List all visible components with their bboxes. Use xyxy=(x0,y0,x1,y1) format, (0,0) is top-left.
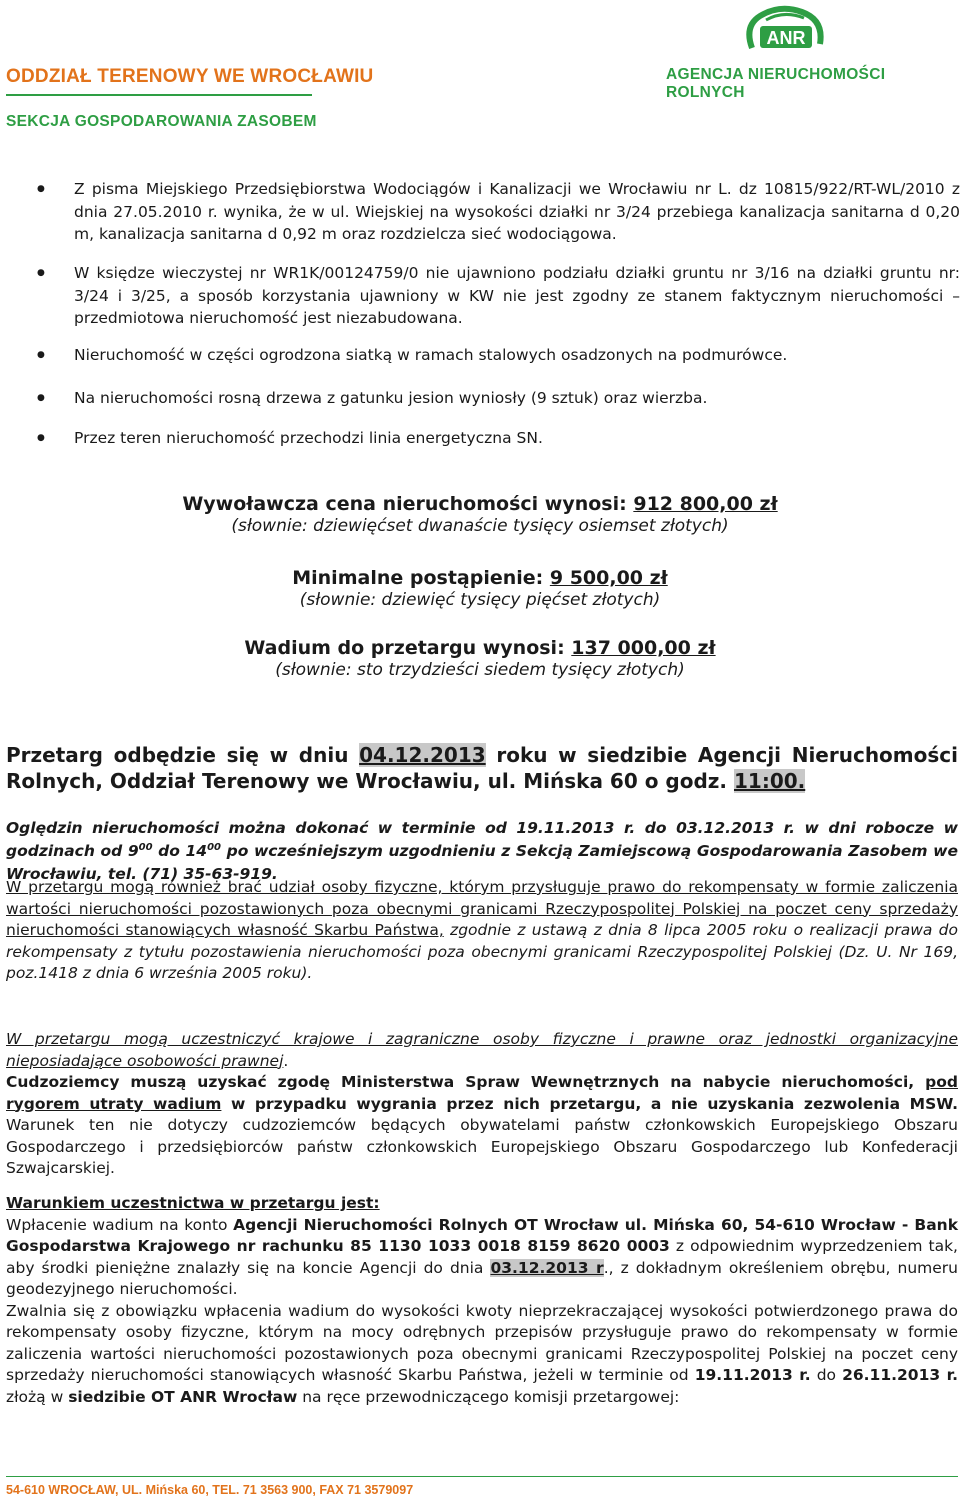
list-item xyxy=(37,344,960,367)
starting-price-words: (słownie: dziewięćset dwanaście tysięcy osiemset złotych) xyxy=(231,516,729,536)
minimum-increment: Minimalne postąpienie: 9 500,00 zł (słownie: dziewięć tysięcy pięćset złotych) xyxy=(0,567,960,610)
footer-address: 54-610 WROCŁAW, UL. Mińska 60, TEL. 71 3563 900, FAX 71 3579097 xyxy=(6,1483,414,1497)
bullet-icon: ● xyxy=(37,393,45,403)
header-branch xyxy=(6,66,373,131)
logo-text: ANR xyxy=(766,28,806,48)
list-item-text: Nieruchomość w części ogrodzona siatką w ramach stalowych osadzonych na podmurówce. xyxy=(74,346,788,364)
deposit-deadline: 03.12.2013 r xyxy=(490,1258,604,1277)
list-item-text: W księdze wieczystej nr WR1K/00124759/0 nie ujawniono podziału działki gruntu nr 3/16 na działki gruntu nr: 3/24 i 3/25, a sposób korzystania ujawniony w KW nie jest zgodny ze stanem faktycznym nieruchomości – przedmiotowa nieruchomość jest niezabudowana. xyxy=(74,264,960,327)
conditions-paragraph: Warunkiem uczestnictwa w przetargu jest: Wpłacenie wadium na konto Agencji Nieruchomości Rolnych OT Wrocław ul. Mińska 60, 54-610 Wrocław - Bank Gospodarstwa Krajowego nr rachunku 85 1130 1033 0018 8159 8620 0003 z odpowiednim wyprzedzeniem tak, aby środki pieniężne znalazły się na koncie Agencji do dnia 03.12.2013 r., z dokładnym określeniem obrębu, numeru geodezyjnego nieruchomości. Zwalnia się z obowiązku wpłacenia wadium do wysokości kwoty nieprzekraczającej wysokości potwierdzonego prawa do rekompensaty osoby fizyczne, którym na mocy odrębnych przepisów przysługuje prawo do rekompensaty w formie zaliczenia wartości nieruchomości pozostawionych poza obecnymi granicami Rzeczypospolitej Polskiej na poczet ceny sprzedaży nieruchomości stanowiących własność Skarbu Państwa, jeżeli w terminie od 19.11.2013 r. do 26.11.2013 r. złożą w siedzibie OT ANR Wrocław na ręce przewodniczącego komisji przetargowej: xyxy=(6,1194,959,1406)
list-item-text: Przez teren nieruchomość przechodzi linia energetyczna SN. xyxy=(74,429,543,447)
anr-logo xyxy=(740,4,830,54)
bullet-icon: ● xyxy=(37,350,45,360)
deposit: Wadium do przetargu wynosi: 137 000,00 zł (słownie: sto trzydzieści siedem tysięcy złotych) xyxy=(0,637,960,680)
header-divider xyxy=(6,94,312,96)
bullet-icon: ● xyxy=(37,184,45,194)
minimum-increment-value: 9 500,00 zł xyxy=(549,567,668,589)
agency-name: AGENCJA NIERUCHOMOŚCI ROLNYCH xyxy=(666,66,886,101)
branch-title: ODDZIAŁ TERENOWY WE WROCŁAWIU xyxy=(6,66,374,87)
deposit-value: 137 000,00 zł xyxy=(571,637,716,659)
starting-price: Wywoławcza cena nieruchomości wynosi: 912 800,00 zł (słownie: dziewięćset dwanaście tysięcy osiemset złotych) xyxy=(0,493,960,536)
list-item-text: Z pisma Miejskiego Przedsiębiorstwa Wodociągów i Kanalizacji we Wrocławiu nr L. dz 10815/922/RT-WL/2010 z dnia 27.05.2010 r. wynika, że w ul. Wiejskiej na wysokości działki nr 3/24 przebiega kanalizacja sanitarna d 0,20 m, kanalizacja sanitarna d 0,92 m oraz rozdzielcza sieć wodociągowa. xyxy=(74,180,960,243)
conditions-heading: Warunkiem uczestnictwa w przetargu jest: xyxy=(6,1194,380,1212)
bullet-icon: ● xyxy=(37,433,45,443)
foreigners-paragraph: W przetargu mogą uczestniczyć krajowe i zagraniczne osoby fizyczne i prawne oraz jednostki organizacyjne nieposiadające osobowości prawnej. Cudzoziemcy muszą uzyskać zgodę Ministerstwa Spraw Wewnętrznych na nabycie nieruchomości, pod rygorem utraty wadium w przypadku wygrania przez nich przetargu, a nie uzyskania zezwolenia MSW. Warunek ten nie dotyczy cudzoziemców będących obywatelami państw członkowskich Europejskiego Obszaru Gospodarczego i przedsiębiorców państw członkowskich Europejskiego Obszaru Gospodarczego lub Konfederacji Szwajcarskiej. xyxy=(6,1030,958,1177)
inspection-paragraph: Oględzin nieruchomości można dokonać w terminie od 19.11.2013 r. do 03.12.2013 r. w dni robocze w godzinach od $9^{00}$ do $14^{00}$ po wcześniejszym uzgodnieniu z Sekcją Zamiejscową Gospodarowania Zasobem we Wrocławiu, tel. (71) 35-63-919. xyxy=(6,819,959,883)
footer-divider xyxy=(6,1476,958,1477)
section-title: SEKCJA GOSPODAROWANIA ZASOBEM xyxy=(6,113,317,130)
minimum-increment-words: (słownie: dziewięć tysięcy pięćset złotych) xyxy=(299,590,661,610)
list-item xyxy=(37,262,960,330)
list-item xyxy=(37,178,960,246)
eligibility-paragraph: W przetargu mogą również brać udział osoby fizyczne, którym przysługuje prawo do rekompensaty w formie zaliczenia wartości nieruchomości pozostawionych poza obecnymi granicami Rzeczypospolitej Polskiej na poczet ceny sprzedaży nieruchomości stanowiących własność Skarbu Państwa, zgodnie z ustawą z dnia 8 lipca 2005 roku o realizacji prawa do rekompensaty z tytułu pozostawienia nieruchomości poza obecnymi granicami Rzeczypospolitej Polskiej (Dz. U. Nr 169, poz.1418 z dnia 6 września 2005 roku). xyxy=(6,878,958,982)
auction-date: 04.12.2013 xyxy=(359,743,486,767)
bullet-icon: ● xyxy=(37,268,45,278)
auction-time: 11:00. xyxy=(733,769,806,793)
auction-date-paragraph: Przetarg odbędzie się w dniu 04.12.2013 roku w siedzibie Agencji Nieruchomości Rolnych, Oddział Terenowy we Wrocławiu, ul. Mińska 60 o godz. 11:00. xyxy=(6,743,958,793)
list-item xyxy=(37,427,960,450)
list-item xyxy=(37,387,960,410)
starting-price-value: 912 800,00 zł xyxy=(633,493,778,515)
list-item-text: Na nieruchomości rosną drzewa z gatunku jesion wyniosły (9 sztuk) oraz wierzba. xyxy=(74,389,708,407)
deposit-words: (słownie: sto trzydzieści siedem tysięcy złotych) xyxy=(275,660,685,680)
